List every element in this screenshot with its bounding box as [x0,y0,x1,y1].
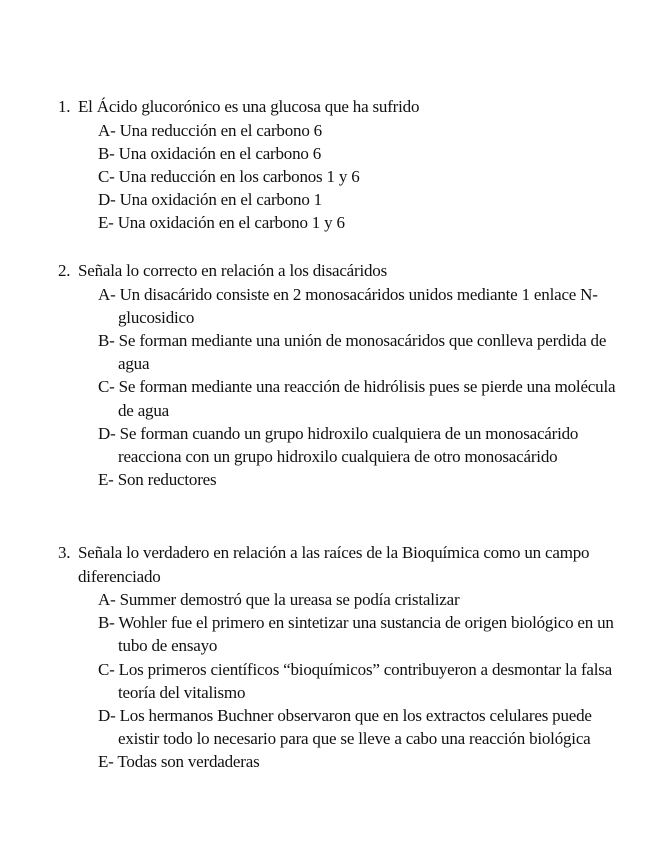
question-3-options [58,588,618,774]
question-1-options [58,119,618,235]
option-text: Todas son verdaderas [117,752,260,772]
question-2-option-b [98,329,618,375]
question-3-option-e [98,750,618,773]
question-3-option-c [98,658,618,704]
question-2-option-c [98,375,618,421]
option-text: Un disacárido consiste en 2 monosacáridos unidos mediante 1 enlace N-glucosidico [118,284,598,327]
question-2-option-a [98,283,618,329]
question-2-options [58,283,618,492]
option-letter: A- [98,120,116,140]
question-1-text: El Ácido glucorónico es una glucosa que ha sufrido [78,97,420,116]
question-1-option-e [98,211,618,234]
option-text: Una oxidación en el carbono 1 y 6 [117,213,345,233]
option-text: Una reducción en el carbono 6 [119,120,322,140]
question-1-option-b [98,142,618,165]
option-text: Los hermanos Buchner observaron que en los extractos celulares puede existir todo lo necesario para que se lleve a cabo una reacción biológica [118,706,592,749]
option-letter: C- [98,377,115,397]
option-letter: D- [98,706,116,726]
option-text: Se forman cuando un grupo hidroxilo cualquiera de un monosacárido reacciona con un grupo hidroxilo cualquiera de otro monosacárido [118,423,579,466]
question-1-option-a [98,119,618,142]
option-text: Se forman mediante una reacción de hidrólisis pues se pierde una molécula de agua [118,377,616,420]
question-3-option-b [98,611,618,657]
option-text: Los primeros científicos “bioquímicos” contribuyeron a desmontar la falsa teoría del vitalismo [118,659,613,702]
option-text: Una oxidación en el carbono 1 [119,190,322,210]
option-letter: A- [98,284,116,304]
option-letter: B- [98,613,115,633]
question-3-text: Señala lo verdadero en relación a las raíces de la Bioquímica como un campo diferenciado [78,543,590,586]
option-text: Wohler fue el primero en sintetizar una sustancia de origen biológico en un tubo de ensayo [118,613,614,656]
question-3-option-d [98,704,618,750]
option-letter: C- [98,659,115,679]
question-1-option-d [98,188,618,211]
option-letter: A- [98,590,116,609]
question-2-option-d [98,422,618,468]
option-text: Se forman mediante una unión de monosacáridos que conlleva perdida de agua [118,330,607,374]
option-letter: C- [98,166,115,186]
question-3 [58,541,618,774]
question-2-option-e [98,468,618,491]
question-2-text: Señala lo correcto en relación a los disacáridos [78,261,388,280]
option-text: Una reducción en los carbonos 1 y 6 [118,166,360,186]
question-2 [58,259,618,491]
option-letter: D- [98,190,116,210]
option-text: Una oxidación en el carbono 6 [118,143,322,163]
question-3-option-a [98,588,618,611]
question-1-number: 1. [58,97,71,116]
question-3-prompt [58,541,618,588]
option-letter: E- [98,752,114,772]
question-1-prompt [58,95,618,119]
question-2-prompt [58,259,618,283]
option-letter: B- [98,143,115,163]
question-2-number: 2. [58,261,71,280]
option-text: Son reductores [117,470,217,490]
option-letter: E- [98,213,114,233]
option-text: Summer demostró que la ureasa se podía cristalizar [119,590,460,609]
option-letter: B- [98,330,115,350]
question-3-number: 3. [58,543,71,562]
option-letter: E- [98,470,114,490]
option-letter: D- [98,423,116,443]
question-1-option-c [98,165,618,188]
question-1 [58,95,618,235]
